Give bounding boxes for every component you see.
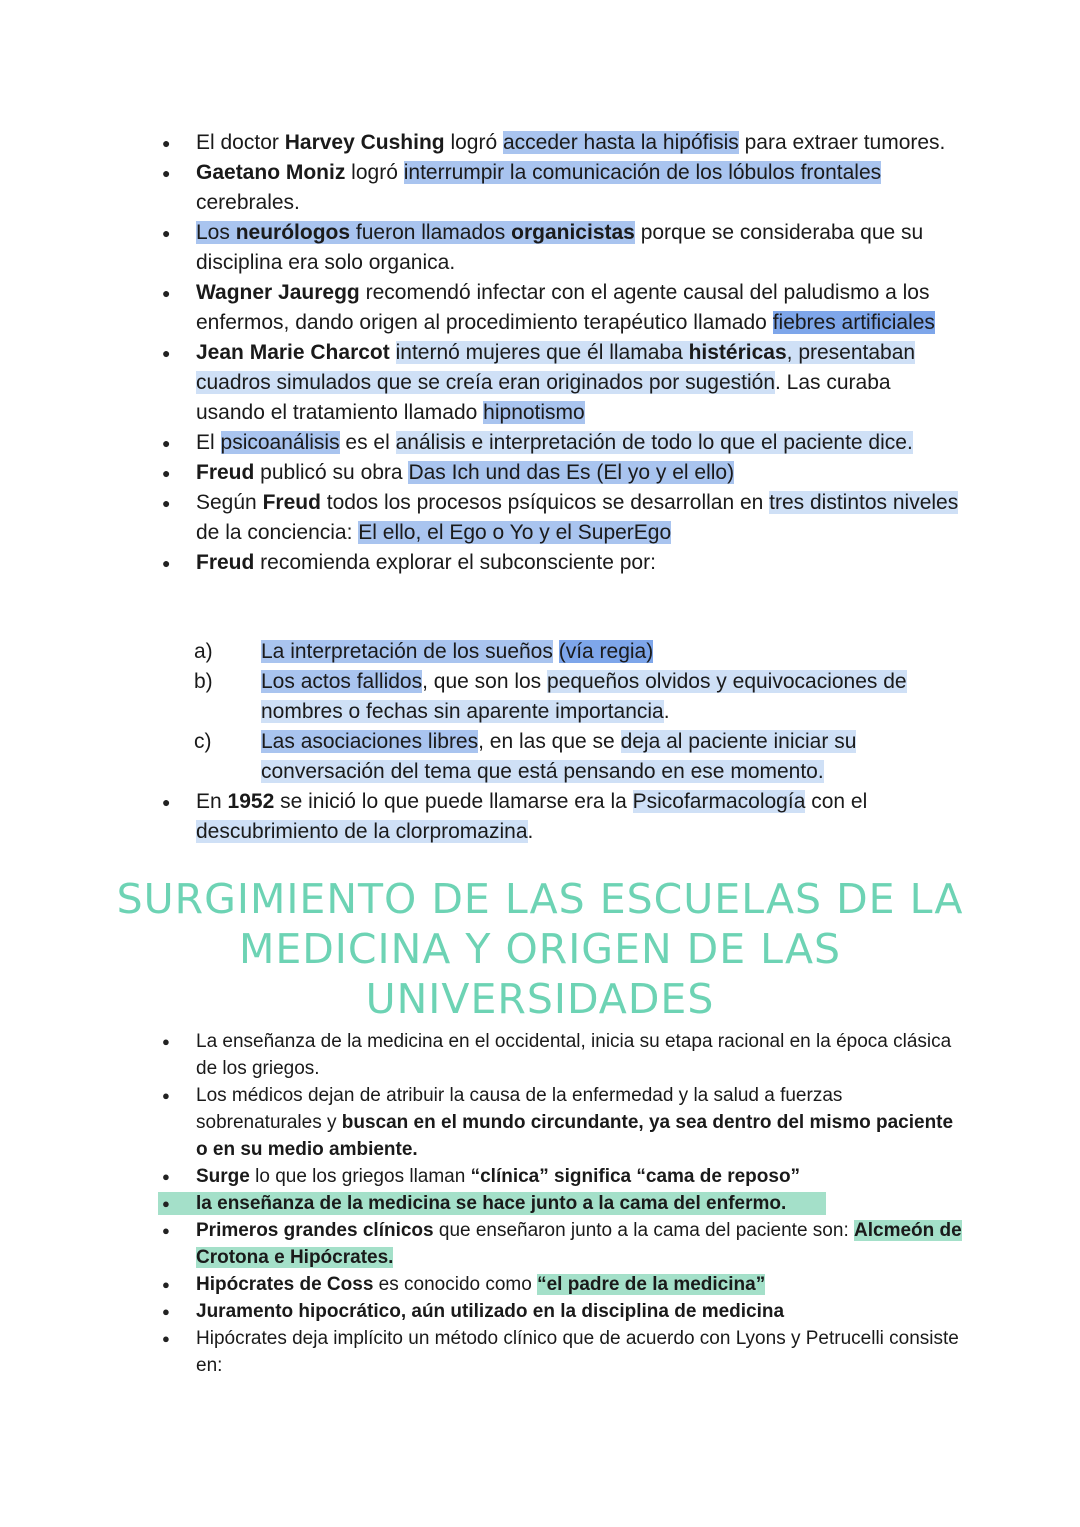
list-item: ● El psicoanálisis es el análisis e interpretación de todo lo que el paciente dice. [162,428,962,458]
bullet-list-schools [162,1028,962,1379]
list-item: ● Según Freud todos los procesos psíquicos se desarrollan en tres distintos niveles de la conciencia: El ello, el Ego o Yo y el SuperEgo [162,488,962,548]
list-item: ● Freud recomienda explorar el subconsciente por: [162,548,962,578]
list-item: ● Los médicos dejan de atribuir la causa de la enfermedad y la salud a fuerzas sobrenaturales y buscan en el mundo circundante, ya sea dentro del mismo paciente o en su medio ambiente. [162,1082,962,1163]
list-item-highlighted: ● la enseñanza de la medicina se hace junto a la cama del enfermo. [162,1190,822,1217]
list-item: ● Gaetano Moniz logró interrumpir la comunicación de los lóbulos frontales cerebrales. [162,158,962,218]
section-heading: SURGIMIENTO DE LAS ESCUELAS DE LA MEDICINA Y ORIGEN DE LAS UNIVERSIDADES [116,875,964,1023]
list-item: ● Hipócrates deja implícito un método clínico que de acuerdo con Lyons y Petrucelli consiste en: [162,1325,962,1379]
list-item: ● Hipócrates de Coss es conocido como “el padre de la medicina” [162,1271,962,1298]
list-item: ● Surge lo que los griegos llaman “clínica” significa “cama de reposo” [162,1163,962,1190]
list-item: ● Juramento hipocrático, aún utilizado en la disciplina de medicina [162,1298,962,1325]
list-item: ● La enseñanza de la medicina en el occidental, inicia su etapa racional en la época clásica de los griegos. [162,1028,962,1082]
bullet-list-history-end [162,787,962,847]
list-item: ● En 1952 se inició lo que puede llamarse era la Psicofarmacología con el descubrimiento de la clorpromazina. [162,787,962,847]
list-item: ● El doctor Harvey Cushing logró acceder hasta la hipófisis para extraer tumores. [162,128,962,158]
list-item: ● Wagner Jauregg recomendó infectar con el agente causal del paludismo a los enfermos, dando origen al procedimiento terapéutico llamado fiebres artificiales [162,278,962,338]
list-item: ● Jean Marie Charcot internó mujeres que él llamaba histéricas, presentaban cuadros simulados que se creía eran originados por sugestión. Las curaba usando el tratamiento llamado hipnotismo [162,338,962,428]
sub-list-item: b) Los actos fallidos, que son los pequeños olvidos y equivocaciones de nombres o fechas sin aparente importancia. [194,670,907,723]
sub-list-item: c) Las asociaciones libres, en las que se deja al paciente iniciar su conversación del tema que está pensando en ese momento. [194,730,857,783]
list-item: ● Los neurólogos fueron llamados organicistas porque se consideraba que su disciplina era solo organica. [162,218,962,278]
sub-list-item: a) La interpretación de los sueños (vía regia) [194,640,654,663]
list-item: ● Freud publicó su obra Das Ich und das Es (El yo y el ello) [162,458,962,488]
bullet-list-history [162,128,962,578]
sub-list-methods [162,637,962,787]
list-item: ● Primeros grandes clínicos que enseñaron junto a la cama del paciente son: Alcmeón de Crotona e Hipócrates. [162,1217,962,1271]
